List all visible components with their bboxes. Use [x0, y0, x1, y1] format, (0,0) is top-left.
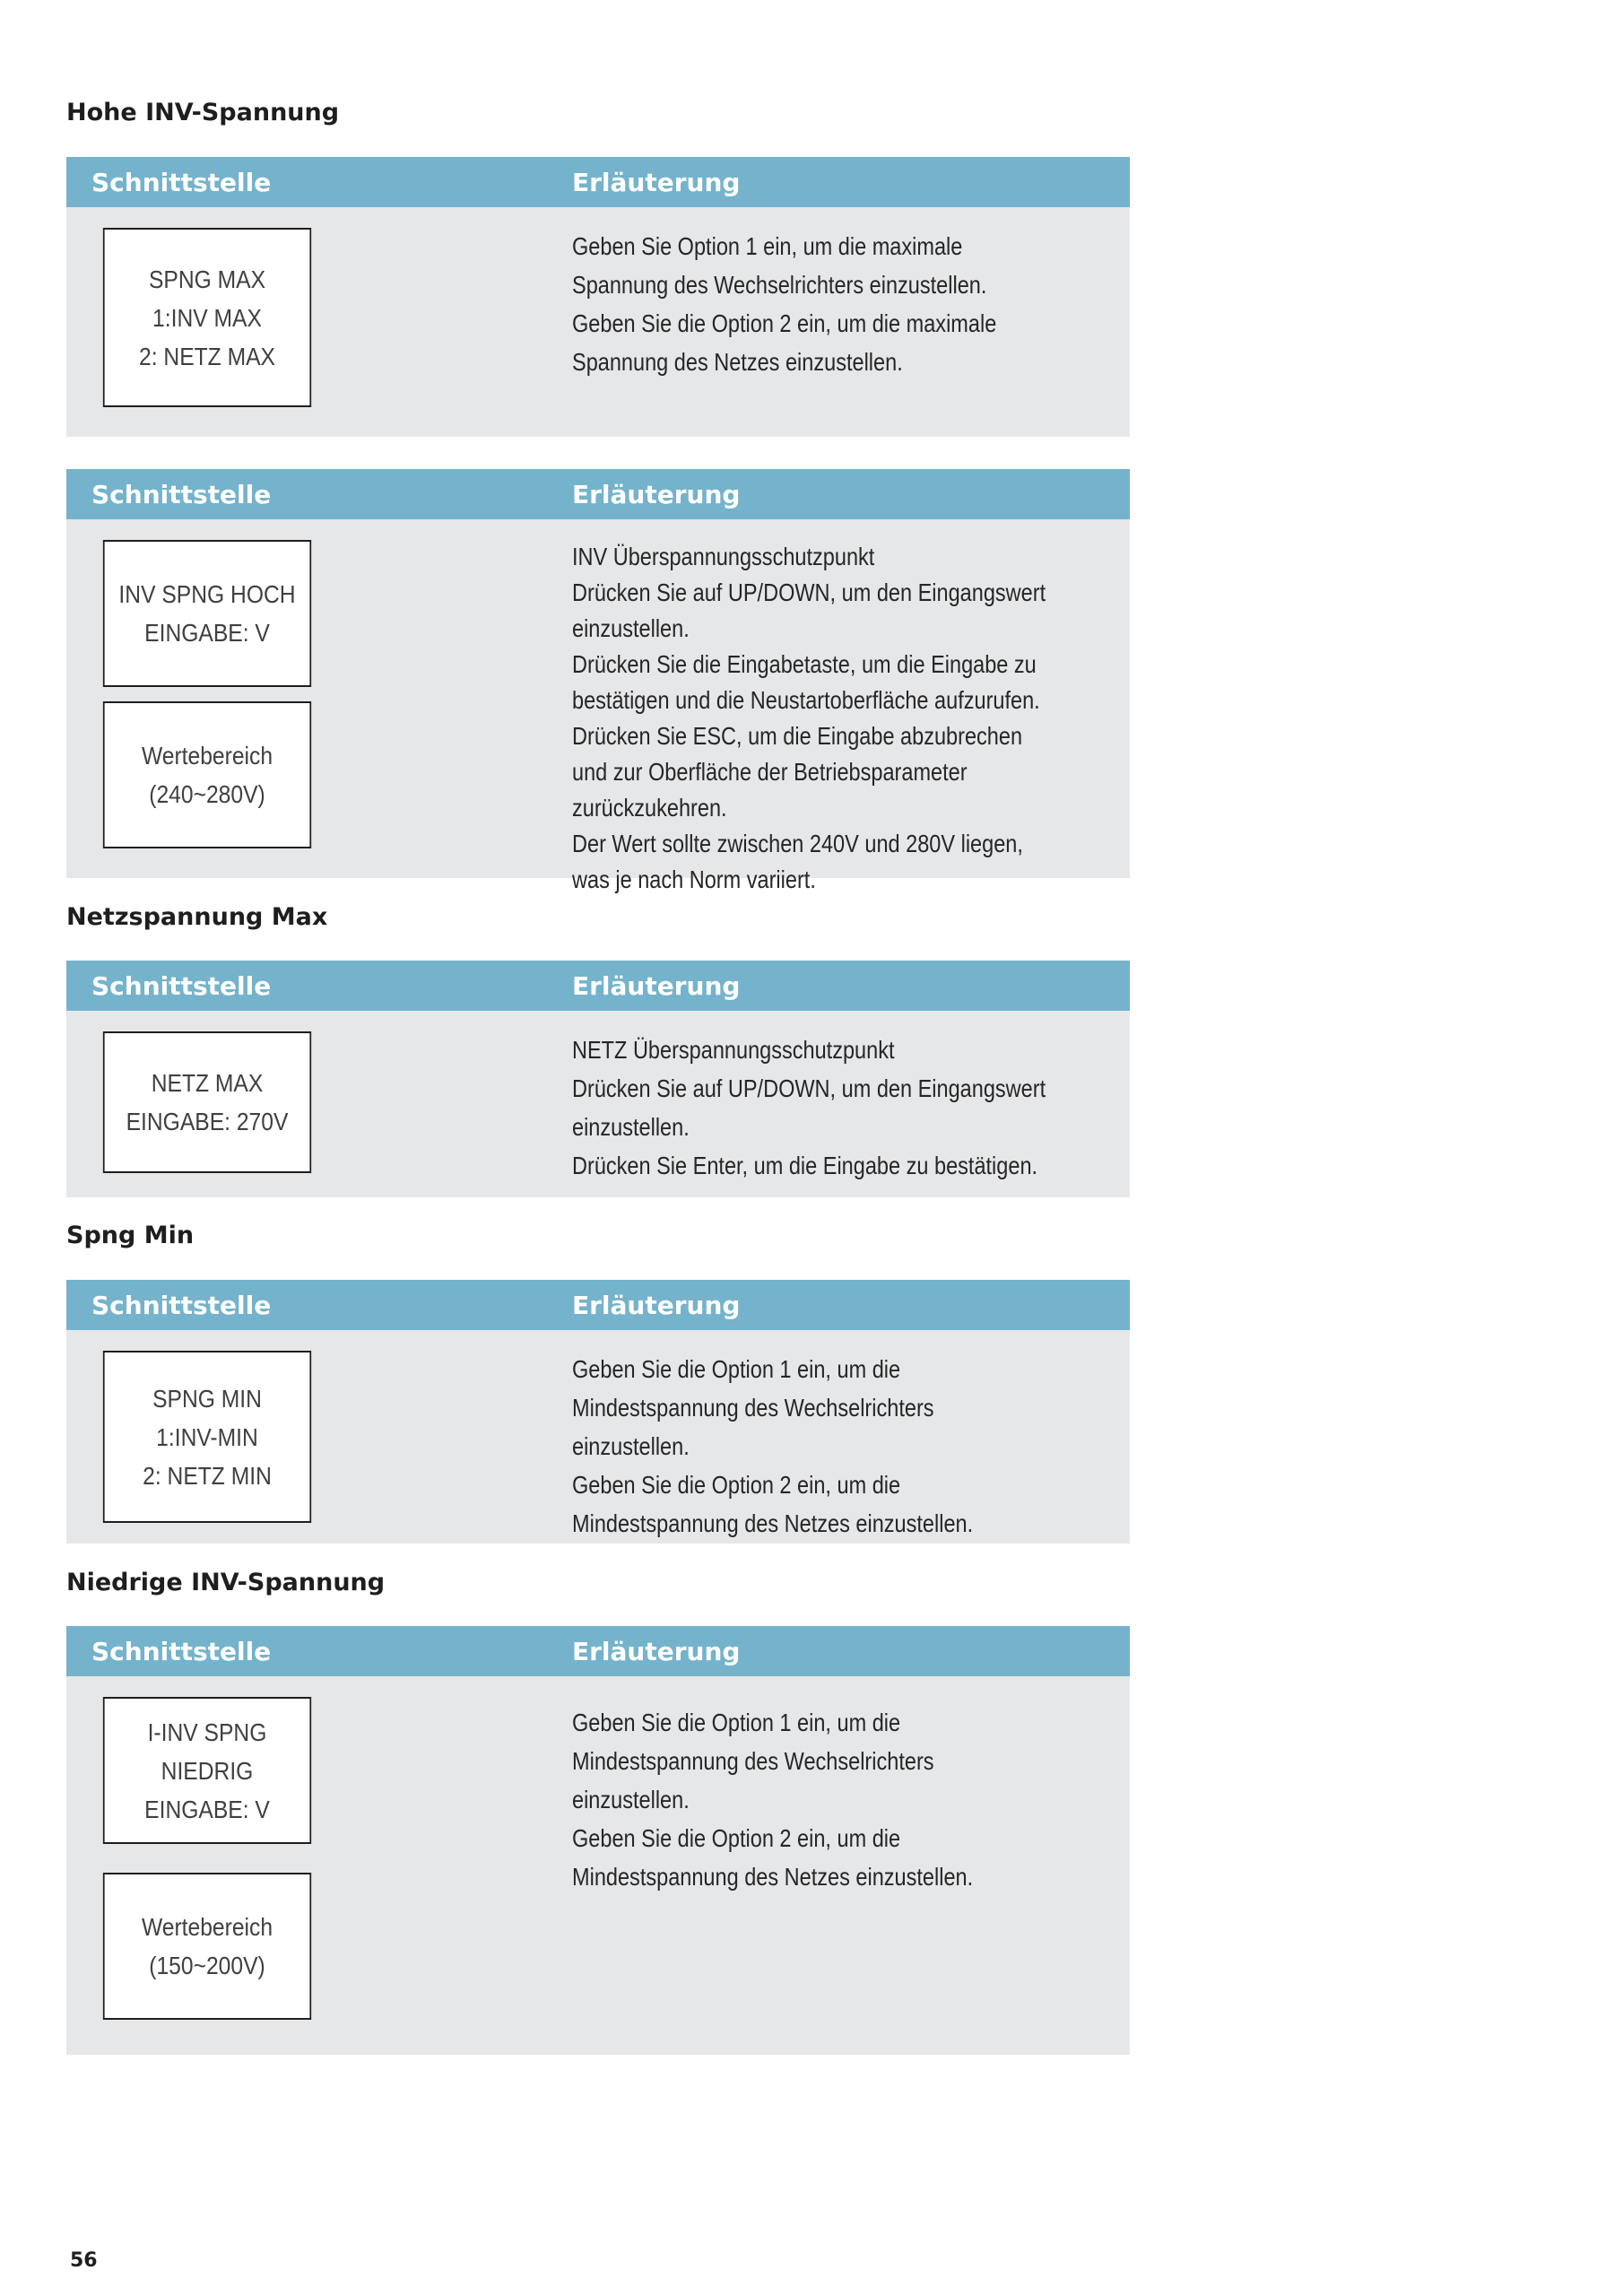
- column-header-explanation: Erläuterung: [572, 971, 741, 1001]
- display-line: 1:INV-MIN: [156, 1422, 258, 1451]
- table-header: [66, 469, 1130, 519]
- column-header-explanation: Erläuterung: [572, 1637, 741, 1666]
- display-line: (150~200V): [149, 1952, 265, 1979]
- explanation-paragraph: Drücken Sie Enter, um die Eingabe zu bestätigen.: [572, 1152, 1038, 1179]
- explanation-paragraph: Drücken Sie ESC, um die Eingabe abzubrechen und zur Oberfläche der Betriebsparameter zurückzukehren.: [572, 722, 1023, 822]
- display-line: NETZ MAX: [151, 1069, 264, 1097]
- explanation-text: [572, 1031, 1055, 1185]
- explanation-paragraph: Geben Sie die Option 2 ein, um die maximale Spannung des Netzes einzustellen.: [572, 309, 997, 376]
- table-header: [66, 961, 1130, 1011]
- table-header: [66, 157, 1130, 207]
- display-line: EINGABE: V: [144, 619, 270, 647]
- display-line: 1:INV MAX: [152, 303, 262, 332]
- display-screen: [103, 540, 311, 687]
- display-line: I-INV SPNG NIEDRIG: [147, 1718, 267, 1785]
- explanation-text: [572, 227, 1055, 381]
- explanation-paragraph: Drücken Sie die Eingabetaste, um die Eingabe zu bestätigen und die Neustartoberfläche aufzurufen.: [572, 650, 1040, 714]
- explanation-paragraph: Geben Sie die Option 1 ein, um die Mindestspannung des Wechselrichters einzustellen.: [572, 1355, 934, 1460]
- display-line: SPNG MAX: [148, 265, 266, 293]
- column-header-interface: Schnittstelle: [91, 971, 272, 1001]
- settings-table: [66, 157, 1130, 437]
- section-heading: Netzspannung Max: [66, 903, 328, 931]
- display-line: EINGABE: V: [144, 1795, 270, 1823]
- column-header-interface: Schnittstelle: [91, 1637, 272, 1666]
- display-line: INV SPNG HOCH: [118, 580, 296, 608]
- explanation-paragraph: Drücken Sie auf UP/DOWN, um den Eingangswert einzustellen.: [572, 578, 1046, 642]
- explanation-paragraph: Geben Sie Option 1 ein, um die maximale Spannung des Wechselrichters einzustellen.: [572, 232, 987, 299]
- display-screen: [103, 1351, 311, 1523]
- column-header-explanation: Erläuterung: [572, 168, 741, 197]
- settings-table: [66, 961, 1130, 1197]
- explanation-paragraph: Geben Sie die Option 1 ein, um die Mindestspannung des Wechselrichters einzustellen.: [572, 1709, 934, 1813]
- display-screen: [103, 1031, 311, 1173]
- settings-table: [66, 1626, 1130, 2055]
- display-line: EINGABE: 270V: [126, 1108, 289, 1135]
- display-screen: [103, 1873, 311, 2020]
- table-header: [66, 1626, 1130, 1676]
- display-line: 2: NETZ MIN: [143, 1461, 272, 1490]
- column-header-interface: Schnittstelle: [91, 1291, 272, 1320]
- display-line: Wertebereich: [141, 742, 273, 770]
- page-number: 56: [70, 2249, 98, 2272]
- section-heading: Hohe INV-Spannung: [66, 99, 340, 126]
- explanation-text: [572, 539, 1055, 898]
- display-screen: [103, 1697, 311, 1844]
- column-header-explanation: Erläuterung: [572, 480, 741, 509]
- explanation-paragraph: Drücken Sie auf UP/DOWN, um den Eingangswert einzustellen.: [572, 1074, 1046, 1141]
- explanation-paragraph: Der Wert sollte zwischen 240V und 280V liegen, was je nach Norm variiert.: [572, 830, 1023, 893]
- display-line: 2: NETZ MAX: [139, 342, 275, 370]
- column-header-interface: Schnittstelle: [91, 168, 272, 197]
- display-screen: [103, 701, 311, 848]
- section-heading: Spng Min: [66, 1222, 195, 1249]
- table-header: [66, 1280, 1130, 1330]
- display-screen: [103, 228, 311, 407]
- display-line: Wertebereich: [141, 1913, 273, 1941]
- display-line: SPNG MIN: [152, 1384, 262, 1413]
- explanation-paragraph: NETZ Überspannungsschutzpunkt: [572, 1036, 895, 1064]
- explanation-text: [572, 1350, 1055, 1543]
- settings-table: [66, 1280, 1130, 1544]
- column-header-explanation: Erläuterung: [572, 1291, 741, 1320]
- display-line: (240~280V): [149, 780, 265, 808]
- explanation-paragraph: Geben Sie die Option 2 ein, um die Mindestspannung des Netzes einzustellen.: [572, 1471, 974, 1537]
- section-heading: Niedrige INV-Spannung: [66, 1569, 386, 1596]
- explanation-paragraph: Geben Sie die Option 2 ein, um die Mindestspannung des Netzes einzustellen.: [572, 1824, 974, 1891]
- settings-table: [66, 469, 1130, 893]
- column-header-interface: Schnittstelle: [91, 480, 272, 509]
- explanation-text: [572, 1703, 1055, 1896]
- explanation-paragraph: INV Überspannungsschutzpunkt: [572, 543, 875, 570]
